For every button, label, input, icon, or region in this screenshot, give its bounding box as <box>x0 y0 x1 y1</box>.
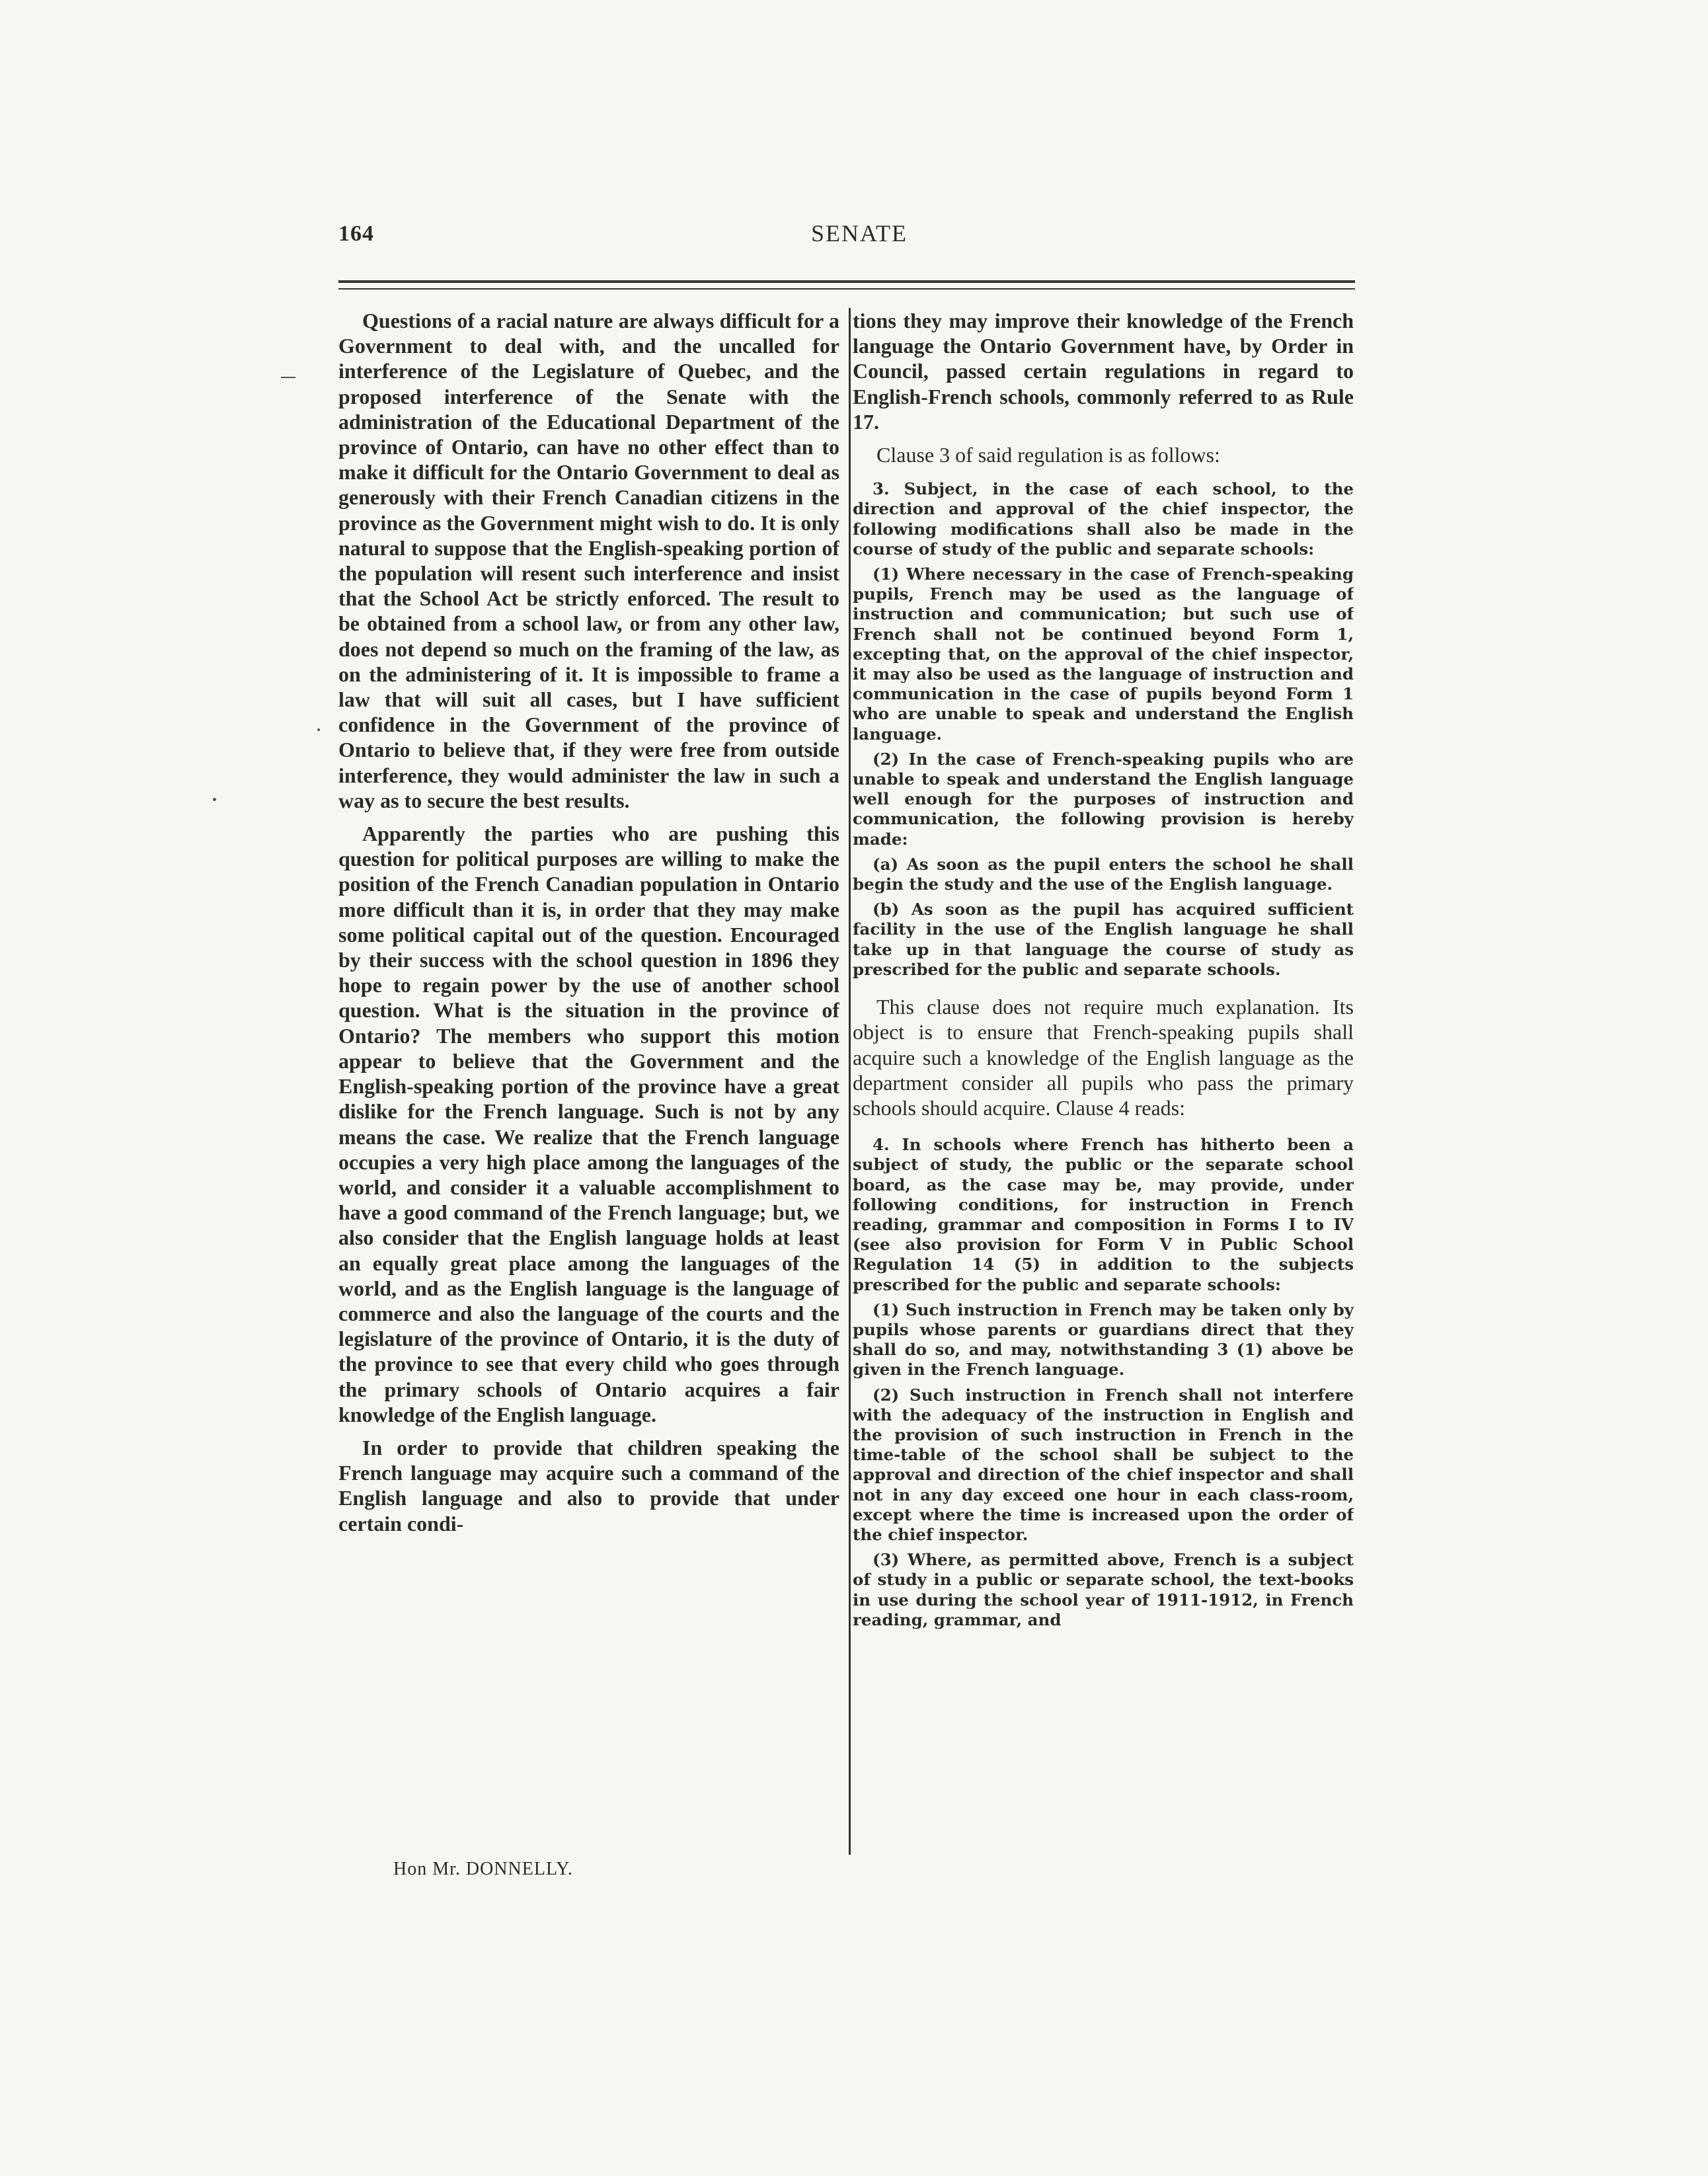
quote-paragraph: (b) As soon as the pupil has acquired sufficient facility in the use of the English language he shall take up in that language the course of study as prescribed for the public and separate schools. <box>853 900 1354 979</box>
quote-paragraph: (1) Where necessary in the case of French-speaking pupils, French may be used as the language of instruction and communication; but such use of French shall not be continued beyond Form 1, excepting that, on the approval of the chief inspector, it may also be used as the language of instruction and communication in the case of pupils beyond Form 1 who are unable to speak and understand the English language. <box>853 564 1354 744</box>
page-number: 164 <box>338 221 374 246</box>
quote-paragraph: (3) Where, as permitted above, French is a subject of study in a public or separate school, the text-books in use during the school year of 1911-1912, in French reading, grammar, and <box>853 1550 1354 1629</box>
quote-paragraph: 4. In schools where French has hitherto been a subject of study, the public or the separate school board, as the case may be, may provide, under following conditions, for instruction in French reading, grammar and composition in Forms I to IV (see also provision for Form V in Public School Regulation 14 (5) in addition to the subjects prescribed for the public and separate schools: <box>853 1135 1354 1294</box>
scan-mark <box>317 728 320 731</box>
quote-paragraph: (a) As soon as the pupil enters the school he shall begin the study and the use of the English language. <box>853 854 1354 894</box>
clause-3-quote <box>853 479 1354 980</box>
scan-mark <box>281 377 295 378</box>
header-rule-thin <box>338 288 1355 290</box>
body-paragraph: Questions of a racial nature are always difficult for a Government to deal with, and the uncalled for interference of the Legislature of Quebec, and the proposed interference of the Senate with the administration of the Educational Department of the province of Ontario, can have no other effect than to make it difficult for the Ontario Government to deal as generously with their French Canadian citizens in the province as the Government might wish to do. It is only natural to suppose that the English-speaking portion of the population will resent such interference and insist that the School Act be strictly enforced. The result to be obtained from a school law, or from any other law, does not depend so much on the framing of the law, as on the administering of it. It is impossible to frame a law that will suit all cases, but I have sufficient confidence in the Government of the province of Ontario to believe that, if they were free from outside interference, they would administer the law in such a way as to secure the best results. <box>338 309 839 812</box>
explanation-paragraph: This clause does not require much explanation. Its object is to ensure that French-speaking pupils shall acquire such a knowledge of the English language as the department consider all pupils who pass the primary schools should acquire. Clause 4 reads: <box>853 995 1354 1120</box>
clause-lead: Clause 3 of said regulation is as follows: <box>876 443 1220 467</box>
scan-mark <box>213 798 216 801</box>
quote-paragraph: (1) Such instruction in French may be taken only by pupils whose parents or guardians direct that they shall do so, and may, notwithstanding 3 (1) above be given in the French language. <box>853 1300 1354 1379</box>
quote-paragraph: (2) Such instruction in French shall not interfere with the adequacy of the instruction in English and the provision of such instruction in French in the time-table of the school shall be subject to the approval and direction of the chief inspector and shall not in any day exceed one hour in each class-room, except where the time is increased upon the order of the chief inspector. <box>853 1385 1354 1544</box>
speaker-footer: Hon Mr. DONNELLY. <box>393 1859 573 1879</box>
clause-4-quote <box>853 1135 1354 1630</box>
column-divider <box>849 308 851 1855</box>
quote-paragraph: 3. Subject, in the case of each school, to the direction and approval of the chief inspector, the following modifications shall also be made in the course of study of the public and separate schools: <box>853 479 1354 559</box>
body-paragraph: tions they may improve their knowledge of the French language the Ontario Government have, by Order in Council, passed certain regulations in regard to English-French schools, commonly referred to as Rule 17. <box>853 309 1354 434</box>
body-paragraph: Apparently the parties who are pushing this question for political purposes are willing to make the position of the French Canadian population in Ontario more difficult than it is, in order that they may make some political capital out of the question. Encouraged by their success with the school question in 1896 they hope to regain power by the use of another school question. What is the situation in the province of Ontario? The members who support this motion appear to believe that the Government and the English-speaking portion of the province have a great dislike for the French language. Such is not by any means the case. We realize that the French language occupies a very high place among the languages of the world, and consider it a valuable accomplishment to have a good command of the French language; but, we also consider that the English language holds at least an equally great place among the languages of the world, and as the English language is the language of commerce and also the language of the courts and the legislature of the province of Ontario, it is the duty of the province to see that every child who goes through the primary schools of Ontario acquires a fair knowledge of the English language. <box>338 822 839 1426</box>
body-paragraph: In order to provide that children speaking the French language may acquire such a command of the English language and also to provide that under certain condi- <box>338 1435 839 1535</box>
running-head: SENATE <box>811 220 908 247</box>
header-rule-thick <box>338 280 1355 283</box>
left-column <box>338 308 839 1855</box>
quote-paragraph: (2) In the case of French-speaking pupils who are unable to speak and understand the English language well enough for the purposes of instruction and communication, the following provision is hereby made: <box>853 749 1354 849</box>
right-column <box>853 308 1354 1855</box>
